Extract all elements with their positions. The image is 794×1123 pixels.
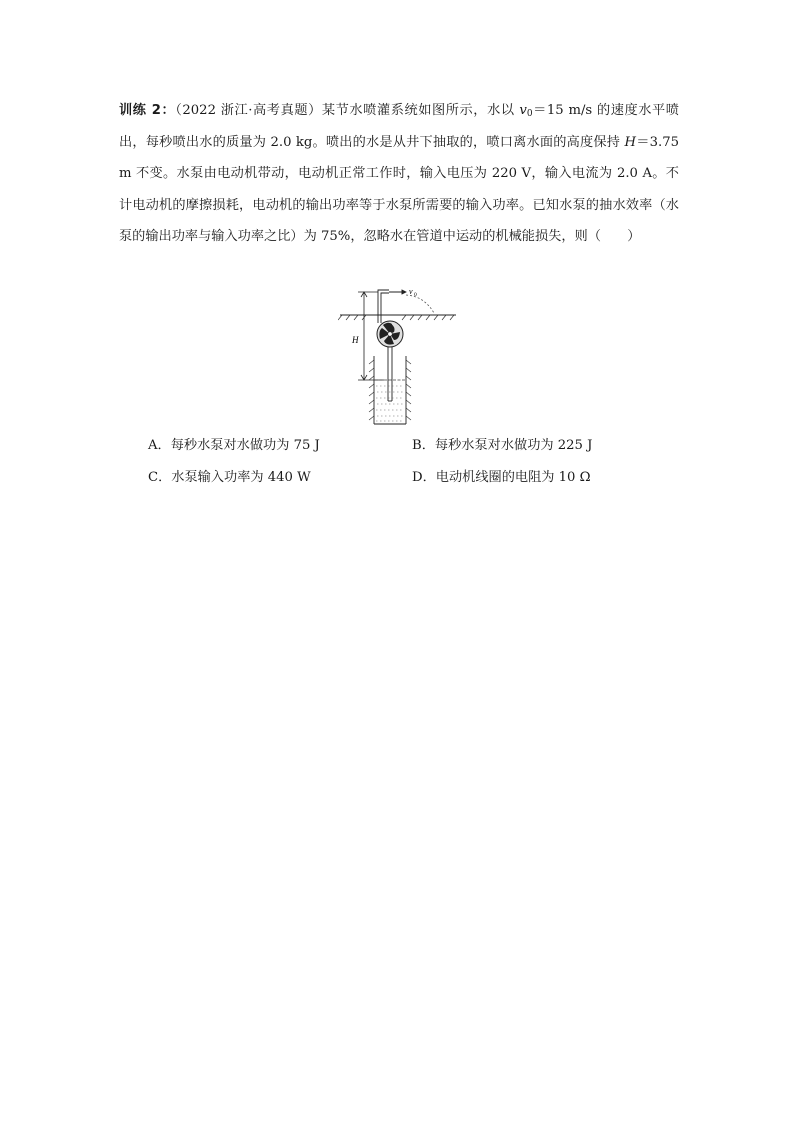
well-walls [374,356,406,424]
suction-pipe [388,347,392,401]
question-source: （2022 浙江·高考真题） [175,103,322,118]
question-text-part1: 某节水喷灌系统如图所示，水以 [321,103,520,118]
velocity-arrow [389,287,417,298]
height-label: H [352,335,359,345]
nozzle-pipe [378,290,389,323]
option-d: D．电动机线圈的电阻为 10 Ω [412,470,591,485]
option-c: C．水泵输入功率为 440 W [148,470,311,485]
water-trajectory [406,295,434,313]
question-text-part3: ＝3.75 m 不变。水泵由电动机带动，电动机正常工作时，输入电压为 220 V，输入电流为 2.0 A。不计电动机的摩擦损耗，电动机的输出功率等于水泵所需要的输入功率。已知水泵的抽水效率（水泵的输出功率与输入功率之比）为 75%，忽略水在管道中运动的机械能损失，则（ ） [119,134,679,244]
ground-surface [338,315,456,320]
option-b: B．每秒水泵对水做功为 225 J [412,438,593,453]
velocity-subscript: 0 [526,109,533,119]
irrigation-diagram [338,286,458,426]
well-wall-hatching [369,360,411,420]
option-a: A．每秒水泵对水做功为 75 J [148,438,320,453]
height-symbol: H [624,134,637,150]
question-label: 训练 2： [119,103,176,118]
well-water [375,380,405,421]
question-text-part2: ＝15 m/s 的速度水平喷出，每秒喷出水的质量为 2.0 kg。喷出的水是从井下抽取的，喷口离水面的高度保持 [119,103,679,150]
water-pump [377,321,403,347]
question-stem [119,95,679,253]
velocity-label: v [409,287,413,296]
velocity-label-subscript: 0 [414,292,417,298]
velocity-symbol: v [519,103,527,118]
